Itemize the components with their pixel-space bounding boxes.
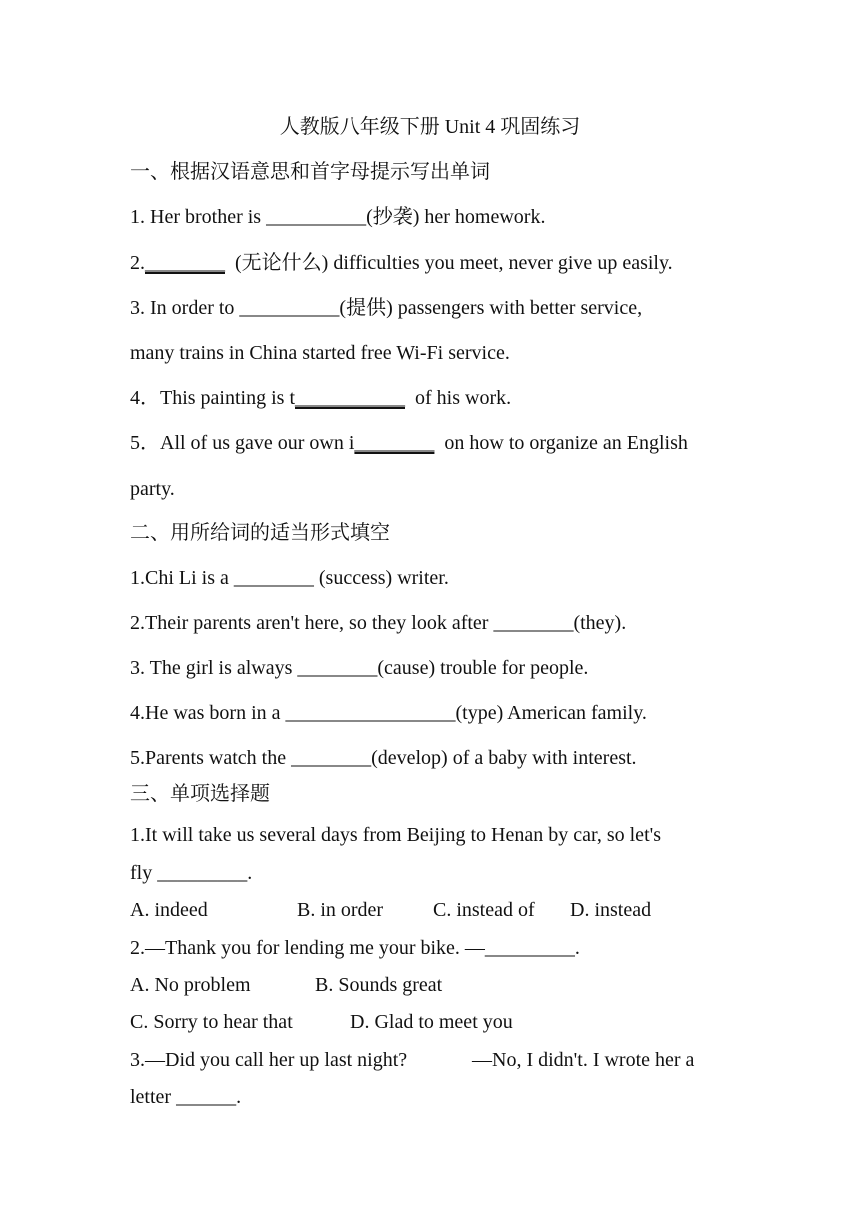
question-3-2: 2.—Thank you for lending me your bike. —_________. — [130, 937, 580, 959]
answer-blank: ___________ — [295, 387, 405, 409]
option-a: A. indeed — [130, 899, 208, 921]
question-1-2 — [130, 250, 673, 276]
option-a: A. No problem — [130, 974, 251, 996]
question-2-1: 1.Chi Li is a ________ (success) writer. — [130, 567, 449, 589]
question-1-5-line-2: party. — [130, 478, 175, 500]
question-3-3-reply: —No, I didn't. I wrote her a — [472, 1049, 695, 1071]
question-2-3: 3. The girl is always ________(cause) trouble for people. — [130, 657, 589, 679]
question-text: (无论什么) difficulties you meet, never give up easily. — [225, 252, 673, 274]
question-text: 5．All of us gave our own i — [130, 432, 355, 454]
question-number: 2. — [130, 252, 145, 274]
option-d: D. Glad to meet you — [350, 1011, 513, 1033]
question-text: on how to organize an English — [434, 432, 688, 454]
question-3-3-line-2: letter ______. — [130, 1086, 242, 1108]
section-heading-1: 一、根据汉语意思和首字母提示写出单词 — [130, 161, 490, 183]
option-b: B. Sounds great — [315, 974, 443, 996]
option-b: B. in order — [297, 899, 384, 921]
question-1-1: 1. Her brother is __________(抄袭) her homework. — [130, 206, 546, 228]
question-text: of his work. — [405, 387, 512, 409]
question-1-3-line-1: 3. In order to __________(提供) passengers with better service, — [130, 297, 643, 319]
question-text: 4．This painting is t — [130, 387, 295, 409]
option-c: C. instead of — [433, 899, 535, 921]
question-1-5-line-1 — [130, 430, 688, 456]
question-3-1-line-2: fly _________. — [130, 862, 253, 884]
question-1-3-line-2: many trains in China started free Wi-Fi service. — [130, 342, 510, 364]
page-title: 人教版八年级下册 Unit 4 巩固练习 — [279, 116, 581, 138]
question-3-3-line-1: 3.—Did you call her up last night? — [130, 1049, 408, 1071]
answer-blank: ________ — [354, 432, 435, 454]
question-2-2: 2.Their parents aren't here, so they look after ________(they). — [130, 612, 627, 634]
answer-blank: ________ — [145, 252, 225, 274]
section-heading-2: 二、用所给词的适当形式填空 — [130, 522, 390, 544]
option-d: D. instead — [570, 899, 652, 921]
question-1-4 — [130, 385, 511, 411]
question-2-4: 4.He was born in a _________________(type) American family. — [130, 702, 647, 724]
question-2-5: 5.Parents watch the ________(develop) of a baby with interest. — [130, 747, 637, 769]
question-3-1-line-1: 1.It will take us several days from Beijing to Henan by car, so let's — [130, 824, 662, 846]
section-heading-3: 三、单项选择题 — [130, 783, 270, 805]
option-c: C. Sorry to hear that — [130, 1011, 293, 1033]
